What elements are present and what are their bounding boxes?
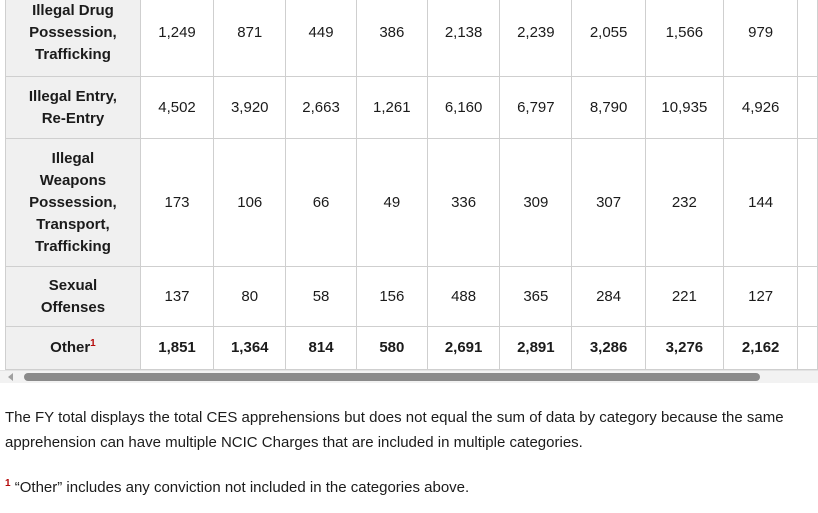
table-cell: 2,891 [500, 327, 572, 370]
table-cell: 156 [356, 267, 427, 327]
table-cell: 58 [286, 267, 356, 327]
row-header [6, 139, 141, 267]
table-cell: 173 [140, 139, 213, 267]
table-row [6, 327, 818, 370]
row-header-line: Illegal Entry, [28, 87, 117, 105]
row-header-line: Offenses [40, 298, 106, 316]
table-cell: 49 [356, 139, 427, 267]
row-header-line: Sexual [48, 276, 98, 294]
table-cell: 336 [427, 139, 499, 267]
table-cell: 979 [724, 0, 798, 77]
clipped-cell [798, 0, 818, 77]
table-cell: 1,249 [140, 0, 213, 77]
table-cell: 1,261 [356, 77, 427, 139]
footnote-text: “Other” includes any conviction not included in the categories above. [14, 479, 470, 496]
row-header-line: Possession, [29, 193, 117, 211]
row-header-line: Other [50, 339, 91, 356]
clipped-cell [798, 139, 818, 267]
table-cell: 2,691 [427, 327, 499, 370]
table-row [6, 77, 818, 139]
table-cell: 8,790 [572, 77, 645, 139]
table-row [6, 139, 818, 267]
clipped-cell [798, 267, 818, 327]
table-cell: 580 [356, 327, 427, 370]
table-cell: 2,138 [427, 0, 499, 77]
table-cell: 144 [724, 139, 798, 267]
row-header [6, 0, 141, 77]
clipped-cell [798, 327, 818, 370]
table-cell: 4,926 [724, 77, 798, 139]
fy-total-note: The FY total displays the total CES apprehensions but does not equal the sum of data by category because the same apprehension can have multiple NCIC Charges that are included in multiple categories. [5, 409, 784, 451]
row-header-line: Trafficking [35, 237, 111, 255]
scrollbar-thumb[interactable] [24, 373, 760, 381]
table-cell: 232 [645, 139, 723, 267]
row-header [6, 327, 141, 370]
table-cell: 2,239 [500, 0, 572, 77]
row-header-line: Illegal [51, 149, 95, 167]
table-cell: 80 [214, 267, 286, 327]
table-cell: 106 [214, 139, 286, 267]
row-header [6, 267, 141, 327]
horizontal-scrollbar[interactable] [0, 370, 818, 383]
table-cell: 307 [572, 139, 645, 267]
table-row [6, 0, 818, 77]
table-cell: 4,502 [140, 77, 213, 139]
row-header-line: Possession, [29, 23, 117, 41]
footnote-1 [5, 477, 805, 499]
table-cell: 488 [427, 267, 499, 327]
table-cell: 871 [214, 0, 286, 77]
table-cell: 3,286 [572, 327, 645, 370]
table-cell: 2,055 [572, 0, 645, 77]
row-header [6, 77, 141, 139]
table-cell: 221 [645, 267, 723, 327]
table-cell: 1,566 [645, 0, 723, 77]
table-cell: 1,364 [214, 327, 286, 370]
table-cell: 3,920 [214, 77, 286, 139]
clipped-cell [798, 77, 818, 139]
scroll-left-arrow-icon[interactable] [8, 373, 13, 381]
table-cell: 66 [286, 139, 356, 267]
table-cell: 1,851 [140, 327, 213, 370]
table-row [6, 267, 818, 327]
footnote-marker: 1 [5, 478, 11, 489]
table-cell: 6,797 [500, 77, 572, 139]
row-header-line: Trafficking [35, 45, 111, 63]
table-cell: 365 [500, 267, 572, 327]
table-cell: 814 [286, 327, 356, 370]
row-header-line: Transport, [36, 215, 110, 233]
table-cell: 10,935 [645, 77, 723, 139]
table-cell: 137 [140, 267, 213, 327]
table-cell: 2,162 [724, 327, 798, 370]
table-cell: 449 [286, 0, 356, 77]
table-cell: 2,663 [286, 77, 356, 139]
footnote-reference-link[interactable]: 1 [90, 338, 96, 349]
row-header-line: Illegal Drug [32, 1, 114, 19]
table-cell: 3,276 [645, 327, 723, 370]
table-cell: 284 [572, 267, 645, 327]
table-cell: 309 [500, 139, 572, 267]
table-cell: 127 [724, 267, 798, 327]
row-header-line: Re-Entry [41, 109, 105, 127]
apprehensions-table [5, 0, 818, 370]
row-header-line: Weapons [39, 171, 107, 189]
table-cell: 386 [356, 0, 427, 77]
table-cell: 6,160 [427, 77, 499, 139]
